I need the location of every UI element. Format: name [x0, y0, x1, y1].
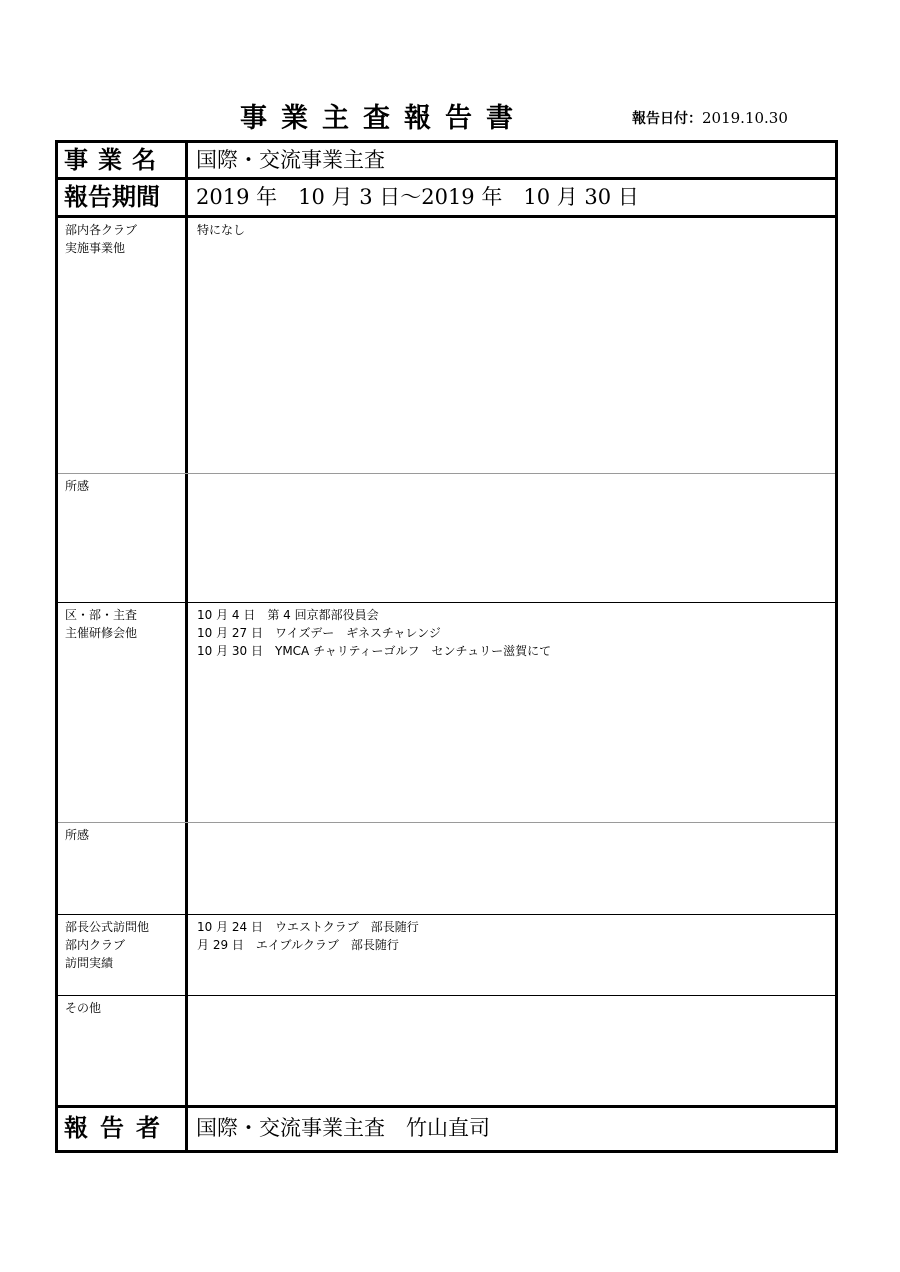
impression-row-1: [58, 474, 835, 603]
club-events-value: [188, 218, 835, 473]
other-label: その他: [58, 996, 188, 1105]
club-events-label-line: 部内各クラブ: [65, 223, 138, 237]
report-date-value: 2019.10.30: [702, 109, 788, 127]
other-row: [58, 996, 835, 1108]
reporter-row: [58, 1108, 835, 1150]
impression-label-2: 所感: [58, 823, 188, 914]
other-value: [188, 996, 835, 1105]
training-line: 10 月 27 日 ワイズデー ギネスチャレンジ: [197, 626, 441, 640]
impression-label-1: 所感: [58, 474, 188, 602]
training-line: 10 月 30 日 YMCA チャリティーゴルフ センチュリー滋賀にて: [197, 644, 552, 658]
visits-row: [58, 915, 835, 996]
training-row: [58, 603, 835, 823]
club-events-label-line: 実施事業他: [65, 241, 126, 255]
period-label: 報告期間: [58, 180, 188, 215]
event-name-label: 事業名: [58, 143, 188, 177]
visits-label-line: 部内クラブ: [65, 938, 126, 952]
impression-value-2: [188, 823, 835, 914]
visits-line: 10 月 24 日 ウエストクラブ 部長随行: [197, 920, 419, 934]
period-value: 2019 年 10 月 3 日～2019 年 10 月 30 日: [196, 185, 639, 209]
impression-value-1: [188, 474, 835, 602]
report-date: [632, 108, 788, 128]
visits-value: [188, 915, 835, 995]
visits-line: 月 29 日 エイブルクラブ 部長随行: [197, 938, 399, 952]
training-label: [58, 603, 188, 822]
report-title: 事業主査報告書: [240, 103, 527, 134]
reporter-label: 報告者: [58, 1108, 188, 1150]
club-events-line: 特になし: [197, 223, 246, 237]
training-label-line: 主催研修会他: [65, 626, 138, 640]
reporter-value: 国際・交流事業主査 竹山直司: [196, 1116, 490, 1140]
visits-label-line: 部長公式訪問他: [65, 920, 150, 934]
impression-row-2: [58, 823, 835, 915]
club-events-row: [58, 218, 835, 474]
report-form: [55, 140, 838, 1153]
training-value: [188, 603, 835, 822]
report-date-label: 報告日付：: [632, 111, 702, 127]
training-label-line: 区・部・主査: [65, 608, 138, 622]
visits-label: [58, 915, 188, 995]
event-name-value: 国際・交流事業主査: [196, 148, 385, 172]
visits-label-line: 訪問実績: [65, 956, 114, 970]
event-name-row: [58, 143, 835, 180]
period-row: [58, 180, 835, 218]
training-line: 10 月 4 日 第 4 回京都部役員会: [197, 608, 379, 622]
club-events-label: [58, 218, 188, 473]
